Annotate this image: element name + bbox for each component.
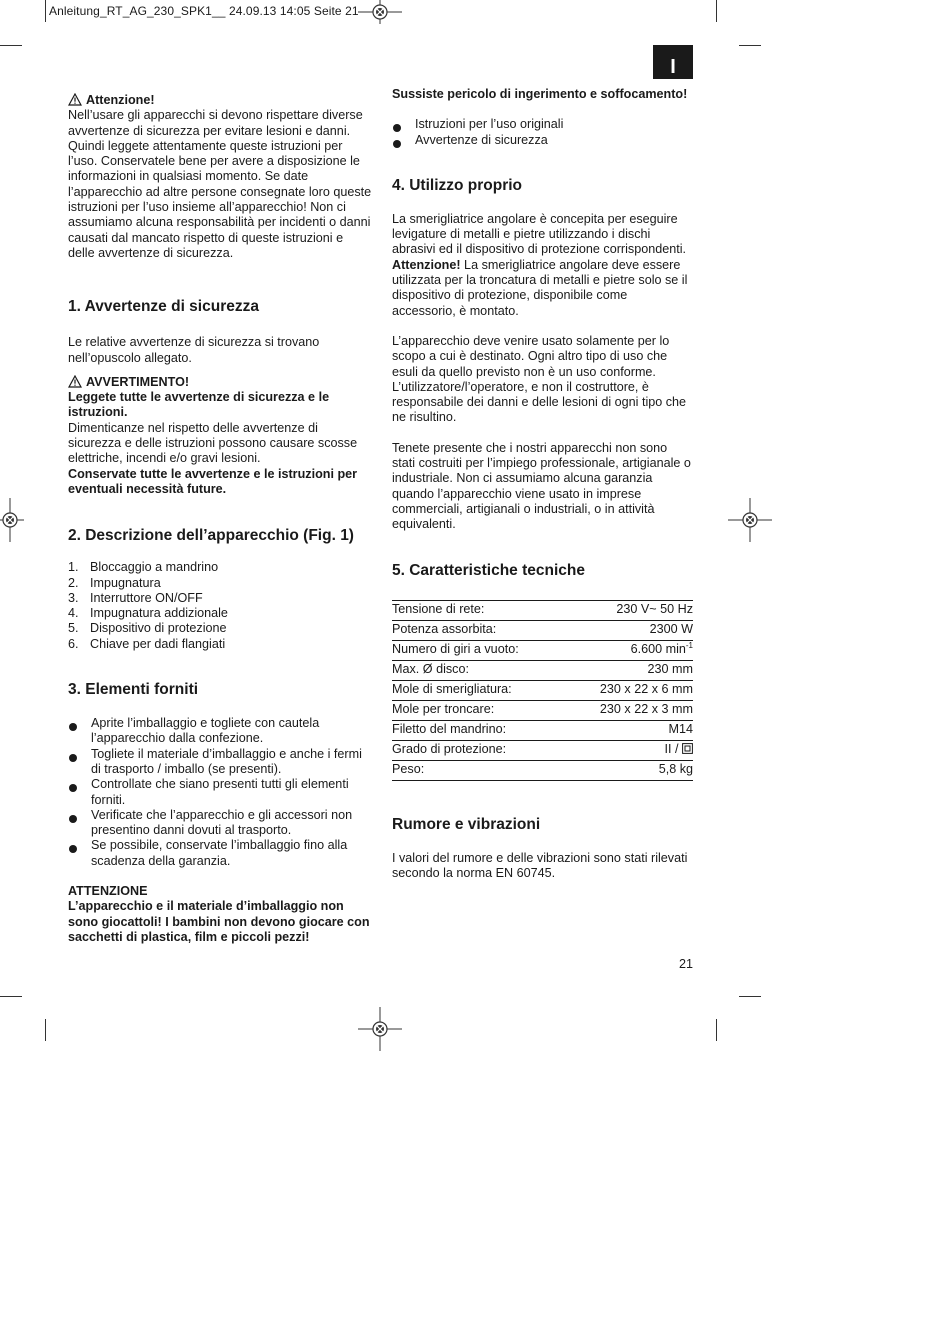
- list-item: 3. Interruttore ON/OFF: [68, 590, 203, 605]
- section4-paragraph-3: Tenete presente che i nostri apparecchi non sono stati costruiti per l’impiego professionale, artigianale o industriale. Non ci assumiamo alcuna garanzia quando l’apparecchio viene usato in imprese commerciali, artigianali o industriali, o in attività equivalenti.: [392, 440, 691, 532]
- warning-triangle-icon: [68, 93, 82, 106]
- section2-title: 2. Descrizione dell’apparecchio (Fig. 1): [68, 527, 354, 545]
- parts-list: [68, 560, 373, 652]
- section5-title: 5. Caratteristiche tecniche: [392, 561, 585, 579]
- attention-text: Nell’usare gli apparecchi si devono rispettare diverse avvertenze di sicurezza per evitare lesioni e danni. Quindi leggete attentamente queste istruzioni per l’uso. Conservatele bene per avere a disposizione le informazioni in qualsiasi momento. Se date l’apparecchio ad altre persone consegnate loro queste istruzioni per l’uso insieme all’apparecchio! Non ci assumiamo alcuna responsabilità per incidenti o danni causati dal mancato rispetto di queste istruzioni e delle avvertenze di sicurezza.: [68, 108, 372, 260]
- noise-text: I valori del rumore e delle vibrazioni sono stati rilevati secondo la norma EN 60745.: [392, 850, 688, 880]
- list-item: Togliete il materiale d’imballaggio e anche i fermi di trasporto / imballo (se presenti).: [68, 747, 373, 778]
- section4-title: 4. Utilizzo proprio: [392, 176, 523, 194]
- warning-title: AVVERTIMENTO!: [86, 374, 190, 389]
- attention-label: Attenzione!: [392, 257, 461, 272]
- registration-mark-icon: [0, 498, 24, 542]
- list-item: 5. Dispositivo di protezione: [68, 621, 227, 636]
- table-row: Numero di giri a vuoto: 6.600 $\min^{-1}$: [392, 640, 693, 660]
- crop-mark: [716, 0, 717, 22]
- table-row: Grado di protezione: II /: [392, 740, 693, 760]
- list-item: 6. Chiave per dadi flangiati: [68, 636, 226, 651]
- section4-paragraph-1b: Attenzione! La smerigliatrice angolare deve essere utilizzata per la troncatura di metalli e pietre solo se il dispositivo di protezione, disponibile come accessorio, è montato.: [392, 257, 688, 318]
- warning-triangle-icon: [68, 375, 82, 388]
- crop-mark: [45, 0, 46, 22]
- table-row: Mole di smerigliatura: 230 x 22 x 6 mm: [392, 680, 693, 700]
- section1-text: Le relative avvertenze di sicurezza si trovano nell’opuscolo allegato.: [68, 335, 320, 365]
- section4-paragraph-2: L’apparecchio deve venire usato solamente per lo scopo a cui è destinato. Ogni altro tipo di uso che esuli da quello previsto non è un uso conforme. L’utilizzatore/l’operatore, e non il costruttore, è responsabile dei danni e delle lesioni di ogni tipo che ne risultino.: [392, 333, 687, 425]
- crop-mark: [716, 1019, 717, 1041]
- list-item: Avvertenze di sicurezza: [392, 133, 693, 148]
- crop-mark: [739, 996, 761, 997]
- table-row: Tensione di rete: 230 V~ 50 Hz: [392, 600, 693, 620]
- crop-mark: [739, 45, 761, 46]
- page-number: 21: [678, 957, 693, 971]
- included-docs-list: [392, 117, 693, 148]
- warning-text: Dimenticanze nel rispetto delle avvertenze di sicurezza e delle istruzioni possono causare scosse elettriche, incendi e/o gravi lesioni.: [68, 420, 358, 466]
- table-row: Max. Ø disco: 230 mm: [392, 660, 693, 680]
- supplied-items-list: [68, 716, 373, 869]
- caution-text: L’apparecchio e il materiale d’imballaggio non sono giocattoli! I bambini non devono giocare con sacchetti di plastica, film e piccoli pezzi!: [68, 899, 370, 944]
- registration-mark-icon: [358, 1007, 402, 1051]
- warning-bold-2: Conservate tutte le avvertenze e le istruzioni per eventuali necessità future.: [68, 466, 358, 496]
- list-item: Aprite l’imballaggio e togliete con cautela l’apparecchio dalla confezione.: [68, 716, 373, 747]
- crop-mark: [45, 1019, 46, 1041]
- crop-mark: [0, 45, 22, 46]
- caution-title: ATTENZIONE: [68, 883, 148, 898]
- list-item: Verificate che l’apparecchio e gli accessori non presentino danni dovuti al trasporto.: [68, 808, 373, 839]
- list-item: 4. Impugnatura addizionale: [68, 606, 228, 621]
- warning-heading: [68, 375, 373, 390]
- section3-title: 3. Elementi forniti: [68, 681, 199, 699]
- list-item: Istruzioni per l’uso originali: [392, 117, 693, 132]
- section1-title: 1. Avvertenze di sicurezza: [68, 298, 259, 316]
- double-insulation-icon: [682, 743, 693, 754]
- list-item: Controllate che siano presenti tutti gli elementi forniti.: [68, 777, 373, 808]
- specs-table: [392, 600, 693, 781]
- table-row: Mole per troncare: 230 x 22 x 3 mm: [392, 700, 693, 720]
- list-item: 1. Bloccaggio a mandrino: [68, 560, 219, 575]
- right-column: [392, 87, 693, 881]
- danger-text: Sussiste pericolo di ingerimento e soffocamento!: [392, 87, 688, 101]
- list-item: Se possibile, conservate l’imballaggio fino alla scadenza della garanzia.: [68, 838, 373, 869]
- attention-title: Attenzione!: [86, 93, 155, 107]
- language-tab: I: [653, 45, 693, 79]
- file-slug: Anleitung_RT_AG_230_SPK1__ 24.09.13 14:05 Seite 21: [49, 4, 359, 18]
- warning-bold-1: Leggete tutte le avvertenze di sicurezza e le istruzioni.: [68, 390, 330, 420]
- section4-paragraph-1: La smerigliatrice angolare è concepita per eseguire levigature di metalli e pietre utilizzando i dischi abrasivi ed il dispositivo di protezione corrispondenti.: [392, 211, 687, 257]
- crop-mark: [0, 996, 22, 997]
- table-row: Peso: 5,8 kg: [392, 760, 693, 780]
- table-row: Filetto del mandrino: M14: [392, 720, 693, 740]
- attention-heading: [68, 93, 373, 108]
- left-column: [68, 93, 373, 945]
- registration-mark-icon: [728, 498, 772, 542]
- noise-title: Rumore e vibrazioni: [392, 815, 541, 833]
- registration-mark-icon: [358, 0, 402, 24]
- list-item: 2. Impugnatura: [68, 575, 161, 590]
- table-row: Potenza assorbita: 2300 W: [392, 620, 693, 640]
